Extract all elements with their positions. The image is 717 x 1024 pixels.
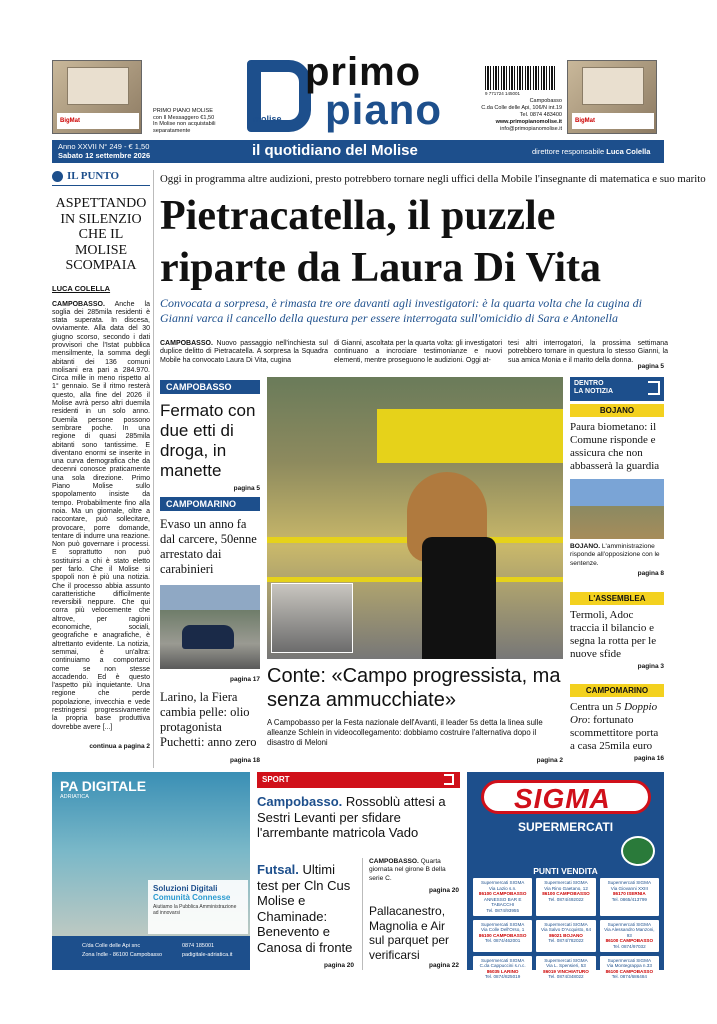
sport-section — [257, 772, 460, 841]
section-label-bojano: BOJANO — [570, 404, 664, 417]
masthead-bar — [52, 140, 664, 163]
main-headline[interactable]: Pietracatella, il puzzle riparte da Laura Di Vita — [160, 193, 601, 291]
section-label-assemblea: L'ASSEMBLEA — [570, 592, 664, 605]
sigma-sub: SUPERMERCATI — [517, 820, 614, 834]
sigma-store-1: Supermercati SIGMA Via Lazio s.n. 86100 CAMPOBASSO ANNESSO BAR E TABACCHI Tel. 0874/93955 — [473, 878, 532, 916]
section-label-campomarino-right: CAMPOMARINO — [570, 684, 664, 697]
story-bojano[interactable] — [570, 404, 664, 577]
issue-date: Sabato 12 settembre 2026 — [58, 151, 151, 160]
story-campomarino-right-headline: Centra un 5 Doppio Oro: fortunato scommettitore porta a casa 25mila euro — [570, 701, 659, 752]
padigitale-contacts: C/da Colle delle Api snc Zona Indle - 86100 Campobasso 0874 185001 padigitale-adriatica.it — [52, 936, 250, 970]
left-ad-box[interactable] — [52, 60, 142, 134]
section-label-campobasso: CAMPOBASSO — [160, 380, 260, 394]
padigitale-brand-sub: ADRIATICA — [60, 794, 89, 800]
story-campomarino-headline: Evaso un anno fa dal carcere, 50enne arrestato dai carabinieri — [160, 517, 257, 576]
sport-story-futsal[interactable]: Futsal. Ultimi test per Cln Cus Molise e Chaminade: Benevento e Canosa di fronte — [257, 862, 353, 955]
sigma-store-2: Supermercati SIGMA Via Rino Gaetano, 12 86100 CAMPOBASSO Tel. 0874/492022 — [536, 878, 595, 916]
tagline: il quotidiano del Molise — [252, 142, 418, 159]
il-punto-label: IL PUNTO — [52, 170, 150, 186]
right-ad-box[interactable] — [567, 60, 657, 134]
main-kicker: Oggi in programma altre audizioni, presto potrebbero tornare negli uffici della Mobile l'insegnante di matematica e suo marito — [160, 173, 706, 185]
price-note: PRIMO PIANO MOLISE con Il Messaggero €1,50 In Molise non acquistabili separatamente — [153, 108, 216, 134]
left-ad-label: BigMat — [57, 113, 139, 129]
il-punto-headline: ASPETTANDO IN SILENZIO CHE IL MOLISE SCOMPAIA — [55, 196, 147, 273]
barcode-number: 9 771724 145001 — [485, 91, 521, 96]
story-larino-page[interactable]: pagina 18 — [230, 757, 260, 764]
il-punto-author: LUCA COLELLA — [52, 283, 111, 293]
notizia-icon — [648, 381, 660, 395]
sigma-ad[interactable] — [467, 772, 664, 980]
main-text-col2: di Gianni, ascoltata per la quarta volta: gli investigatori continuano a incrociare testimonianze e nuovi elementi, mentre proseguono le audizioni. Oggi at- — [334, 340, 502, 364]
sigma-logo: SIGMA — [481, 780, 651, 814]
il-punto-body: CAMPOBASSO. Anche la soglia dei 285mila residenti è stata superata. In discesa, ovviamente. Alla data del 30 giugno scorso, secondo i dati provvisori che l'Istat pubblica mensilmente, la somma degli abitanti dei 136 comuni molisani era pari a 284.970. Circa mille in meno rispetto al 1° gennaio. Se il ritmo resterà questo, alla fine del 2026 il Molise avrà perso altri duemila residenti in un solo anno. Duemila persone possono sembrare poche. In una regione di quasi 285mila abitanti sono tantissime. E diventano enormi se inserite in una curva demografica che da decenni conosce praticamente una sola direzione. Primo Piano Molise sullo spopolamento insiste da tempo. Probabilmente fino alla noia. Ma un giornale, oltre a raccontare, può sollecitare, provocare, porre domande, tentare di indurre una reazione. Non può governare i processi. E soprattutto non può sostituirsi a chi è stato eletto per farlo. Che il Molise si spopoli non è più una notizia. Che il processo abbia assunto caratteristiche difficilmente reversibili neppure. Che qui corra più velocemente che altrove, per ragioni economiche, sociali, geografiche e anagrafiche, è altrettanto evidente. La notizia, semmai, è un'altra: continuiamo a comportarci come se non stesse accadendo. Ed è questo l'aspetto più inquietante. Una regione che perde popolazione, invecchia e vede restringersi progressivamente la propria base produttiva dovrebbe avere [...] — [52, 300, 150, 731]
sigma-store-grid — [473, 878, 659, 982]
sport-campobasso-note: CAMPOBASSO. Quarta giornata nel girone B della serie C. — [369, 858, 446, 882]
sigma-store-6: Supermercati SIGMA Via Alessandro Manzoni, 93 86100 CAMPOBASSO Tel. 0874/97032 — [600, 920, 659, 952]
logo-word-primo: primo — [305, 50, 422, 94]
story-assemblea-headline: Termoli, Adoc traccia il bilancio e segna la rotta per le nuove sfide — [570, 609, 657, 660]
sport-story-1[interactable]: Campobasso. Rossoblù attesi a Sestri Levanti per sfidare l'arrembante matricola Vado — [257, 794, 446, 840]
conte-text: A Campobasso per la Festa nazionale dell'Avanti, il leader 5s detta la linea sulle alleanze Schlein in videocollegamento: dobbiamo costruire l'alternativa dopo il disastro di Meloni — [267, 718, 543, 747]
padigitale-brand: PA DIGITALE — [60, 778, 147, 794]
il-punto-icon — [52, 171, 63, 182]
story-assemblea[interactable] — [570, 592, 664, 670]
sport-label: SPORT — [257, 772, 460, 788]
sigma-punti-vendita: PUNTI VENDITA — [533, 866, 598, 876]
sigma-store-9: Supermercati SIGMA Via Montegrappa n.33 86100 CAMPOBASSO Tel. 0874/686484 — [600, 956, 659, 982]
story-campomarino-right-page: pagina 16 — [634, 755, 664, 762]
issue-number: Anno XXVII N° 249 - € 1,50 — [58, 142, 150, 151]
sport-campobasso-page[interactable]: pagina 20 — [429, 887, 459, 894]
main-text-col1: CAMPOBASSO. Nuovo passaggio nell'inchiesta sul duplice delitto di Pietracatella. A sorpresa la Squadra Mobile ha convocato Laura Di Vita, cugina — [160, 340, 328, 364]
il-punto-continue[interactable]: continua a pagina 2 — [89, 742, 150, 750]
main-text-col3: tesi altri interrogatori, la prossima settimana potrebbero tornare in questura lo stesso Gianni, la sua amica Monia e il marito della donna. — [508, 340, 668, 364]
conte-headline[interactable]: Conte: «Campo progressista, ma senza ammucchiate» — [267, 665, 561, 711]
story-campomarino-page[interactable]: pagina 17 — [230, 676, 260, 683]
inset-photo — [271, 583, 353, 653]
il-punto-column — [52, 170, 150, 750]
sigma-store-4: Supermercati SIGMA Via Colle Dell'Orso, 1 86100 CAMPOBASSO Tel. 0874/462001 — [473, 920, 532, 952]
barcode — [485, 66, 557, 90]
main-subhead: Convocata a sorpresa, è rimasta tre ore davanti agli investigatori: è la quarta volta che la cugina di Gianni varca il cancello della questura per essere interrogata sull'omicidio di Sara e Antonella — [160, 296, 642, 325]
story-bojano-headline: Paura biometano: il Comune risponde e assicura che non abbasserà la guardia — [570, 421, 660, 472]
sigma-badge — [621, 836, 655, 866]
bojano-photo — [570, 479, 664, 539]
sport-futsal-page[interactable]: pagina 20 — [324, 962, 354, 969]
story-bojano-page: pagina 8 — [637, 569, 664, 577]
story-assemblea-page: pagina 3 — [637, 663, 664, 670]
story-campobasso-headline: Fermato con due etti di droga, in manette — [160, 401, 256, 480]
logo-molise: molise — [253, 114, 282, 124]
padigitale-ad[interactable] — [52, 772, 250, 970]
contact-block: Campobasso C.da Colle delle Api, 106/N int.19 Tel. 0874 483400 www.primopianomolise.it info@primopianomolise.it — [481, 98, 562, 132]
padigitale-text-box: Soluzioni Digitali Comunità Connesse Aiutiamo la Pubblica Amministrazione ad innovarsi — [148, 880, 248, 934]
main-photo — [267, 377, 563, 659]
conte-page[interactable]: pagina 2 — [536, 757, 563, 764]
sigma-store-8: Supermercati SIGMA Via L. Spensieri, 53 86019 VINCHIATURO Tel. 0874/348022 — [536, 956, 595, 982]
sport-basket-page[interactable]: pagina 22 — [429, 962, 459, 969]
story-larino-headline[interactable]: Larino, la Fiera cambia pelle: olio protagonista Puchetti: anno zero — [160, 690, 257, 749]
sport-basket-headline[interactable]: Pallacanestro, Magnolia e Air sul parquet per verificarsi — [369, 904, 450, 962]
director: direttore responsabile Luca Colella — [532, 147, 651, 156]
dentro-la-notizia-header: DENTRO LA NOTIZIA — [570, 377, 664, 401]
sport-icon — [444, 774, 454, 785]
section-label-campomarino: CAMPOMARINO — [160, 497, 260, 511]
sigma-store-3: Supermercati SIGMA Via Giovanni XXIII 86170 ISERNIA Tel. 0865/413799 — [600, 878, 659, 916]
masthead-logo[interactable] — [247, 50, 472, 136]
right-ad-label: BigMat — [572, 113, 654, 129]
police-car-photo — [160, 585, 260, 669]
sigma-store-7: Supermercati SIGMA C.da Cappuccini s.n.c. 86035 LARINO Tel. 0874/825019 — [473, 956, 532, 982]
story-campomarino[interactable] — [160, 494, 260, 577]
main-page-ref[interactable]: pagina 5 — [637, 363, 664, 370]
story-campomarino-right[interactable] — [570, 684, 664, 762]
sigma-store-5: Supermercati SIGMA Via Salvo D'Acquisto, 64 86021 BOJANO Tel. 0874/782022 — [536, 920, 595, 952]
logo-word-piano: piano — [325, 86, 442, 133]
story-campobasso-page: pagina 5 — [233, 485, 260, 492]
story-campobasso[interactable] — [160, 377, 260, 492]
story-bojano-text: BOJANO. L'amministrazione risponde all'opposizione con le sentenze. — [570, 543, 660, 567]
